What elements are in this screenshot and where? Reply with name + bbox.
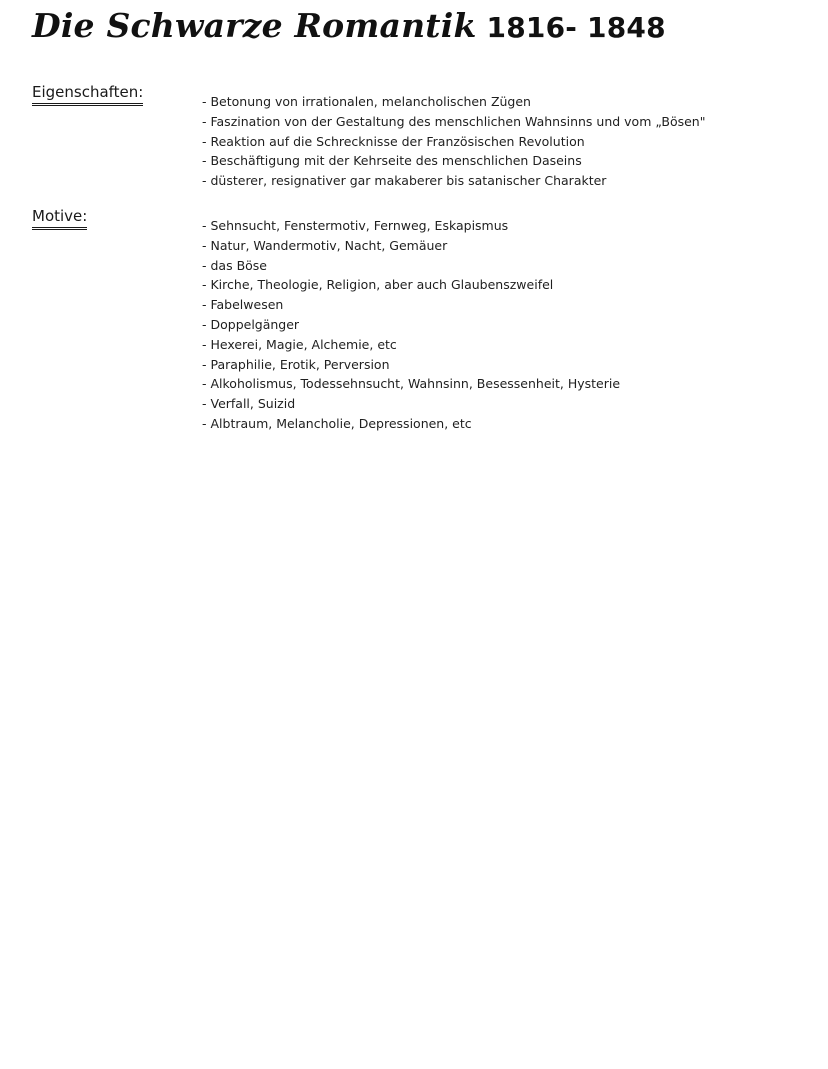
list-item: - Albtraum, Melancholie, Depressionen, etc (202, 415, 472, 431)
list-item: - Kirche, Theologie, Religion, aber auch Glaubenszweifel (202, 277, 554, 293)
list-item: - Paraphilie, Erotik, Perversion (202, 356, 390, 372)
list-item: - Alkoholismus, Todessehnsucht, Wahnsinn, Besessenheit, Hysterie (202, 376, 621, 392)
title-main: Die Schwarze Romantik (32, 6, 477, 45)
eigenschaften-heading: Eigenschaften: (32, 84, 143, 106)
list-item: - düsterer, resignativer gar makaberer bis satanischer Charakter (202, 173, 607, 189)
list-item: - Beschäftigung mit der Kehrseite des menschlichen Daseins (202, 153, 582, 169)
list-item: - Hexerei, Magie, Alchemie, etc (202, 336, 397, 352)
eigenschaften-list (202, 92, 705, 191)
list-item: - Faszination von der Gestaltung des menschlichen Wahnsinns und vom „Bösen" (202, 113, 706, 129)
list-item: - Reaktion auf die Schrecknisse der Französischen Revolution (202, 133, 585, 149)
list-item: - Verfall, Suizid (202, 396, 296, 412)
list-item: - das Böse (202, 257, 267, 273)
page-title (32, 6, 666, 45)
motive-list (202, 216, 620, 434)
list-item: - Natur, Wandermotiv, Nacht, Gemäuer (202, 237, 448, 253)
title-years: 1816- 1848 (486, 11, 666, 44)
list-item: - Fabelwesen (202, 297, 284, 313)
list-item: - Sehnsucht, Fenstermotiv, Fernweg, Eskapismus (202, 218, 509, 233)
motive-heading: Motive: (32, 208, 87, 230)
list-item: - Betonung von irrationalen, melancholischen Zügen (202, 94, 531, 109)
list-item: - Doppelgänger (202, 316, 300, 332)
